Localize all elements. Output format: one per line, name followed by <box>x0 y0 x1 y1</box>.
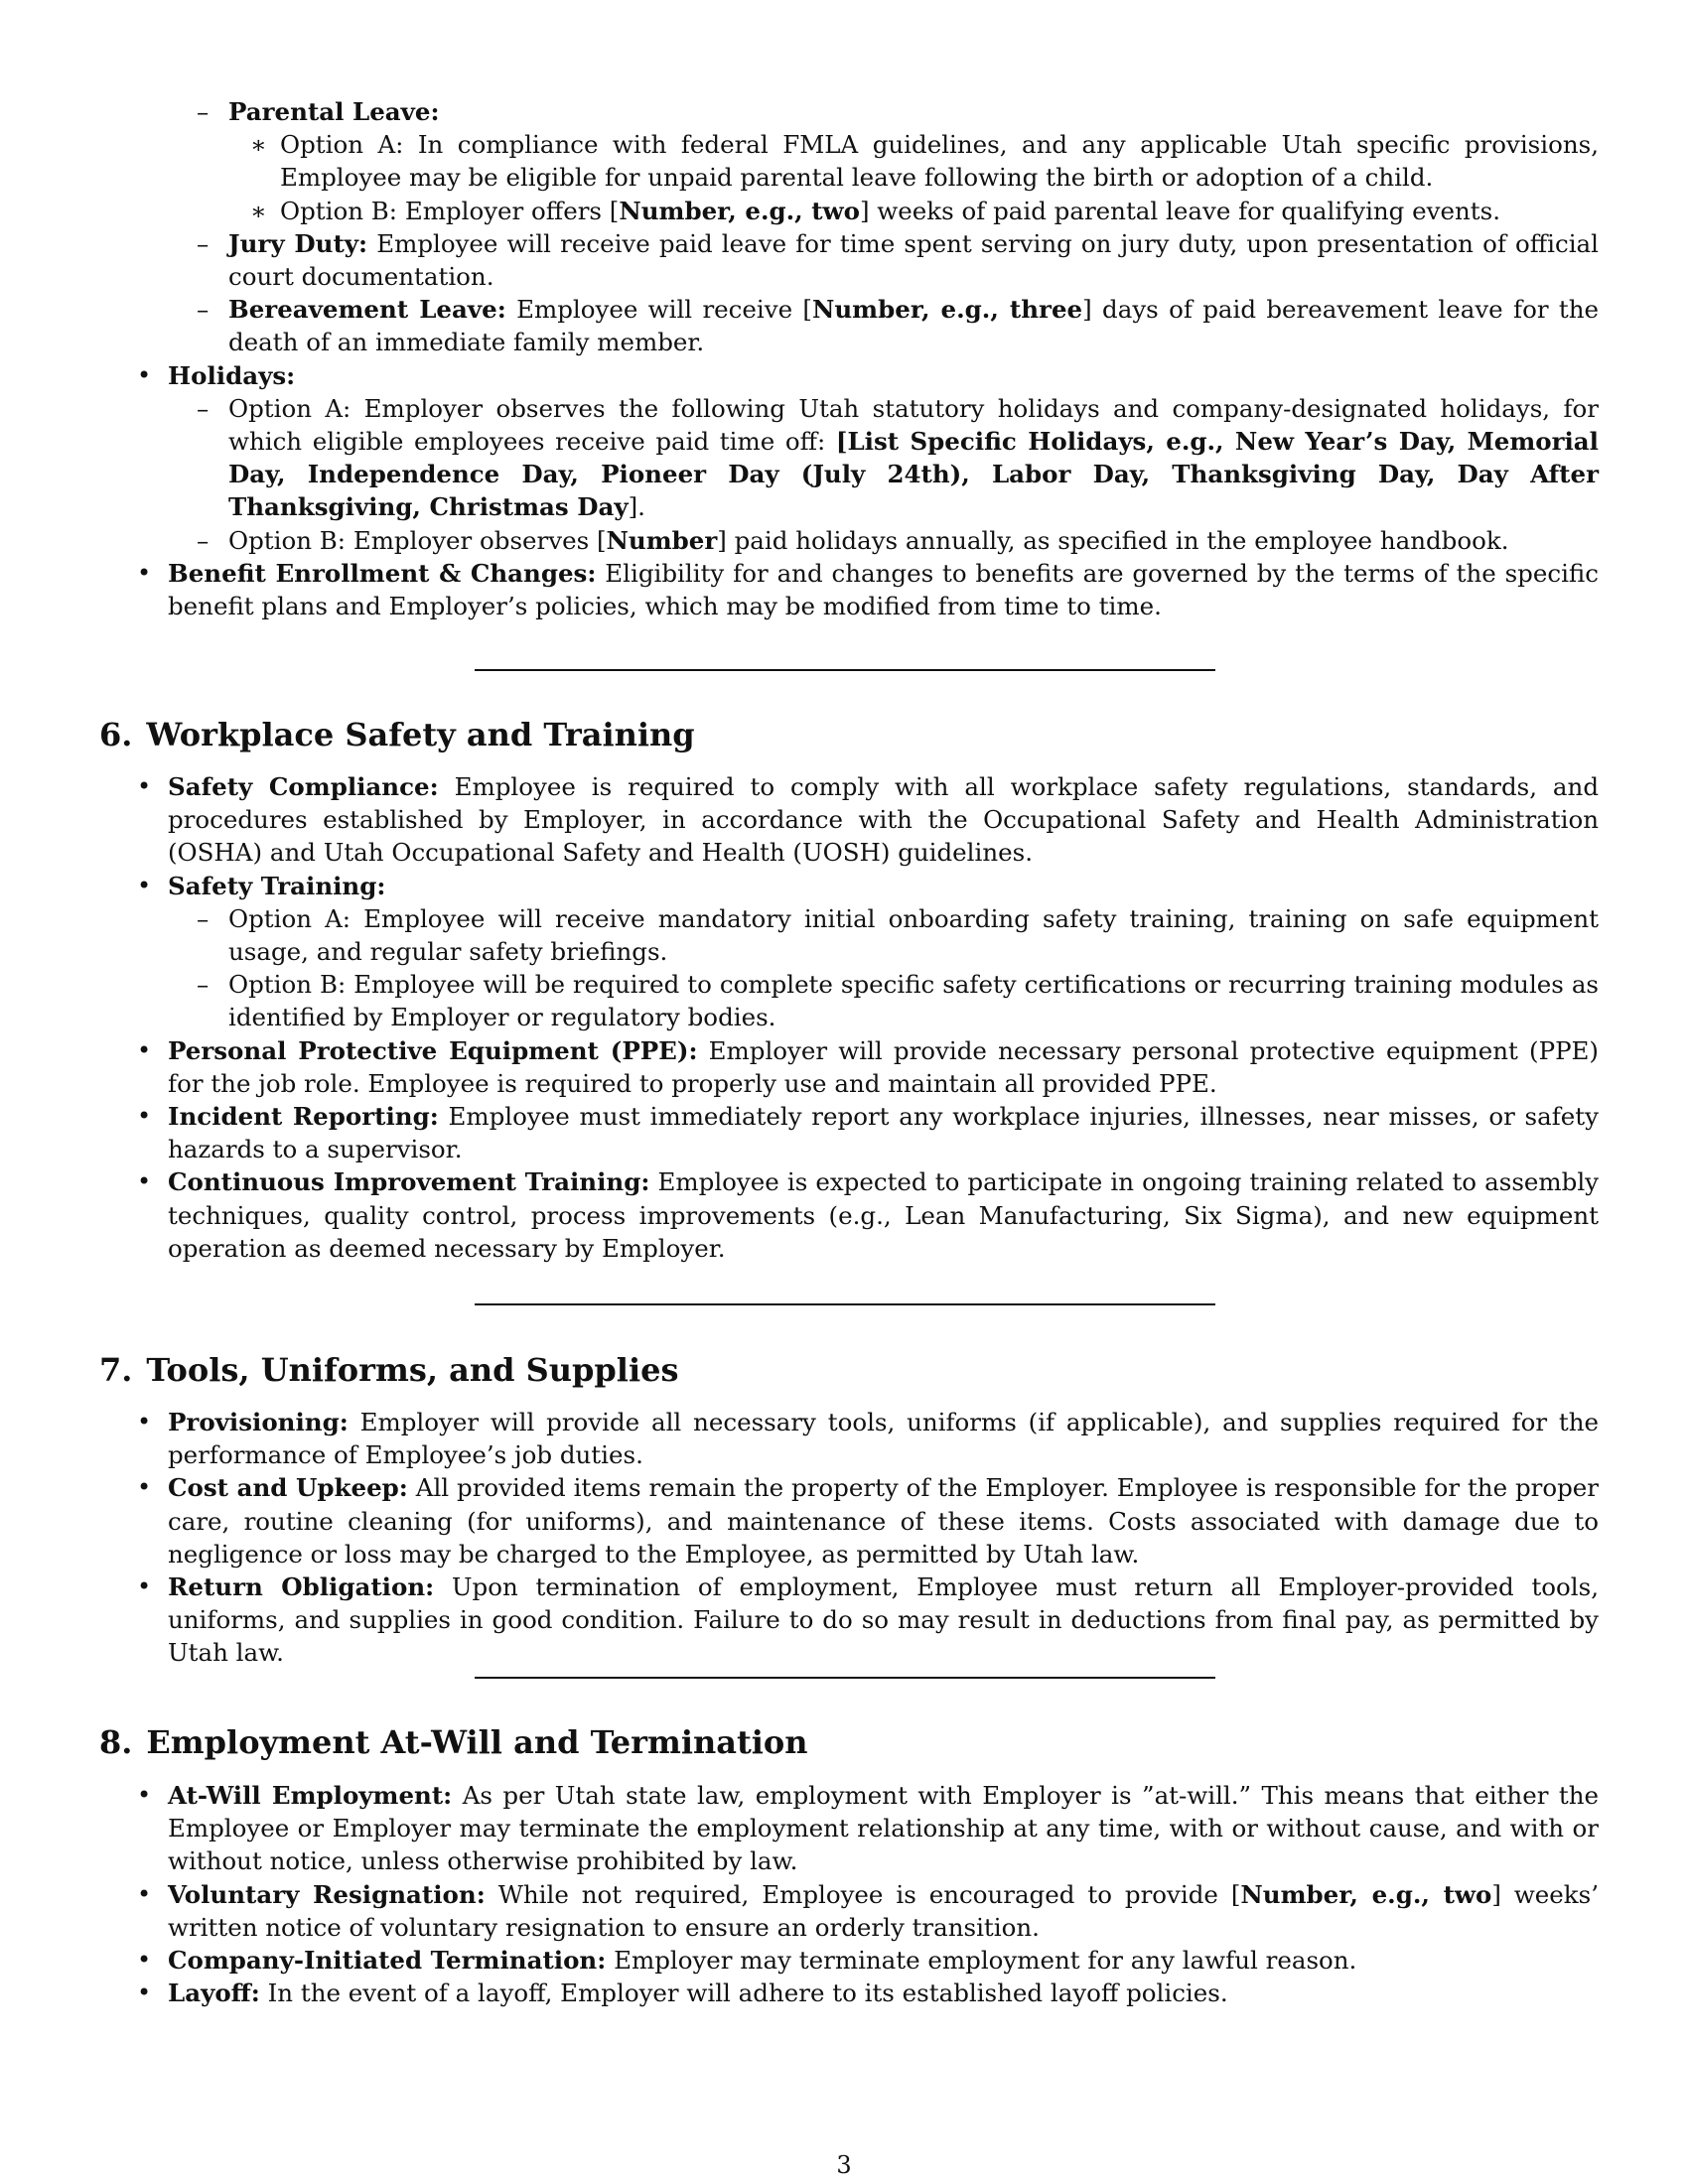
list-item-holidays <box>99 359 1599 557</box>
holidays-option-a: – Option A: Employer observes the following Utah statutory holidays and company-designated holidays, for which eligible employees receive paid time off: [List Specific Holidays, e.g., New Year’s Day, Memorial Day, Independence Day, Pioneer Day (July 24th), Labor Day, Thanksgiving Day, Day After Thanksgiving, Christmas Day]. <box>99 392 1599 524</box>
list-item-safety-training <box>99 870 1599 1034</box>
list-item-cost-upkeep: • Cost and Upkeep: All provided items remain the property of the Employer. Employee is responsible for the proper care, routine cleaning (for uniforms), and maintenance of these items. Costs associated with damage due to negligence or loss may be charged to the Employee, as permitted by Utah law. <box>99 1471 1599 1570</box>
tools-list <box>99 1406 1599 1670</box>
page-number: 3 <box>836 2151 852 2179</box>
leave-list <box>99 95 1599 359</box>
training-option-a: – Option A: Employee will receive mandatory initial onboarding safety training, training on safe equipment usage, and regular safety briefings. <box>99 902 1599 968</box>
benefits-continued <box>99 95 1599 622</box>
list-item-continuous-improvement: • Continuous Improvement Training: Employee is expected to participate in ongoing training related to assembly techniques, quality control, process improvements (e.g., Lean Manufacturing, Six Sigma), and new equipment operation as deemed necessary by Employer. <box>99 1165 1599 1265</box>
list-item-layoff: • Layoff: In the event of a layoff, Employer will adhere to its established layoff policies. <box>99 1977 1599 2009</box>
company-label: Company-Initiated Termination: <box>168 1946 607 1976</box>
section-7-heading: 7. Tools, Uniforms, and Supplies <box>99 1351 679 1389</box>
leave-subitems <box>99 95 1599 359</box>
section-6-body <box>99 770 1599 1265</box>
holidays-label: Holidays: <box>168 360 296 390</box>
section-8-heading: 8. Employment At-Will and Termination <box>99 1723 808 1761</box>
enrollment-label: Benefit Enrollment & Changes: <box>168 558 597 588</box>
list-item-at-will: • At-Will Employment: As per Utah state law, employment with Employer is ”at-will.” This means that either the Employee or Employer may terminate the employment relationship at any time, with or without cause, and with or without notice, unless otherwise prohibited by law. <box>99 1779 1599 1878</box>
training-option-b: – Option B: Employee will be required to complete specific safety certifications or recurring training modules as identified by Employer or regulatory bodies. <box>99 968 1599 1033</box>
list-item-jury-duty: – Jury Duty: Employee will receive paid leave for time spent serving on jury duty, upon presentation of official court documentation. <box>99 227 1599 293</box>
list-item-safety-compliance: • Safety Compliance: Employee is required to comply with all workplace safety regulations, standards, and procedures established by Employer, in accordance with the Occupational Safety and Health Administration (OSHA) and Utah Occupational Safety and Health (UOSH) guidelines. <box>99 770 1599 870</box>
safety-list <box>99 770 1599 1265</box>
list-item-parental-leave <box>99 95 1599 227</box>
section-divider <box>475 669 1215 671</box>
bereavement-label: Bereavement Leave: <box>228 295 506 325</box>
parental-leave-label: Parental Leave: <box>228 97 440 126</box>
list-item-bereavement: – Bereavement Leave: Employee will receive [Number, e.g., three] days of paid bereavement leave for the death of an immediate family member. <box>99 293 1599 358</box>
safety-training-label: Safety Training: <box>168 871 386 900</box>
holiday-options <box>99 392 1599 557</box>
holidays-option-b: – Option B: Employer observes [Number] paid holidays annually, as specified in the employee handbook. <box>99 524 1599 557</box>
list-item-return-obligation: • Return Obligation: Upon termination of employment, Employee must return all Employer-provided tools, uniforms, and supplies in good condition. Failure to do so may result in deductions from final pay, as permitted by Utah law. <box>99 1570 1599 1670</box>
parental-option-b: ∗ Option B: Employer offers [Number, e.g., two] weeks of paid parental leave for qualifying events. <box>99 195 1599 227</box>
section-6-heading: 6. Workplace Safety and Training <box>99 716 695 753</box>
provisioning-label: Provisioning: <box>168 1408 349 1436</box>
safety-compliance-label: Safety Compliance: <box>168 772 439 801</box>
benefits-list <box>99 95 1599 622</box>
cost-label: Cost and Upkeep: <box>168 1473 408 1503</box>
incident-label: Incident Reporting: <box>168 1102 439 1132</box>
layoff-label: Layoff: <box>168 1979 260 2008</box>
list-item-company-termination: • Company-Initiated Termination: Employer may terminate employment for any lawful reason. <box>99 1944 1599 1977</box>
jury-duty-label: Jury Duty: <box>228 228 368 258</box>
parental-option-a: ∗ Option A: In compliance with federal FMLA guidelines, and any applicable Utah specific provisions, Employee may be eligible for unpaid parental leave following the birth or adoption of a child. <box>99 128 1599 194</box>
section-7-body <box>99 1406 1599 1670</box>
continuous-label: Continuous Improvement Training: <box>168 1167 650 1197</box>
resignation-label: Voluntary Resignation: <box>168 1879 486 1909</box>
list-item-benefit-enrollment: • Benefit Enrollment & Changes: Eligibility for and changes to benefits are governed by the terms of the specific benefit plans and Employer’s policies, which may be modified from time to time. <box>99 557 1599 622</box>
section-divider <box>475 1677 1215 1679</box>
list-item-ppe: • Personal Protective Equipment (PPE): Employer will provide necessary personal protective equipment (PPE) for the job role. Employee is required to properly use and maintain all provided PPE. <box>99 1034 1599 1100</box>
return-label: Return Obligation: <box>168 1572 435 1602</box>
ppe-label: Personal Protective Equipment (PPE): <box>168 1035 698 1065</box>
termination-list <box>99 1779 1599 2009</box>
list-item-provisioning: • Provisioning: Employer will provide all necessary tools, uniforms (if applicable), and supplies required for the performance of Employee’s job duties. <box>99 1406 1599 1471</box>
list-item-incident-reporting: • Incident Reporting: Employee must immediately report any workplace injuries, illnesses, near misses, or safety hazards to a supervisor. <box>99 1100 1599 1165</box>
parental-options <box>99 128 1599 227</box>
section-8-body <box>99 1779 1599 2009</box>
section-divider <box>475 1303 1215 1305</box>
training-options <box>99 902 1599 1034</box>
list-item-voluntary-resignation: • Voluntary Resignation: While not required, Employee is encouraged to provide [Number, e.g., two] weeks’ written notice of voluntary resignation to ensure an orderly transition. <box>99 1878 1599 1944</box>
atwill-label: At-Will Employment: <box>168 1781 453 1810</box>
